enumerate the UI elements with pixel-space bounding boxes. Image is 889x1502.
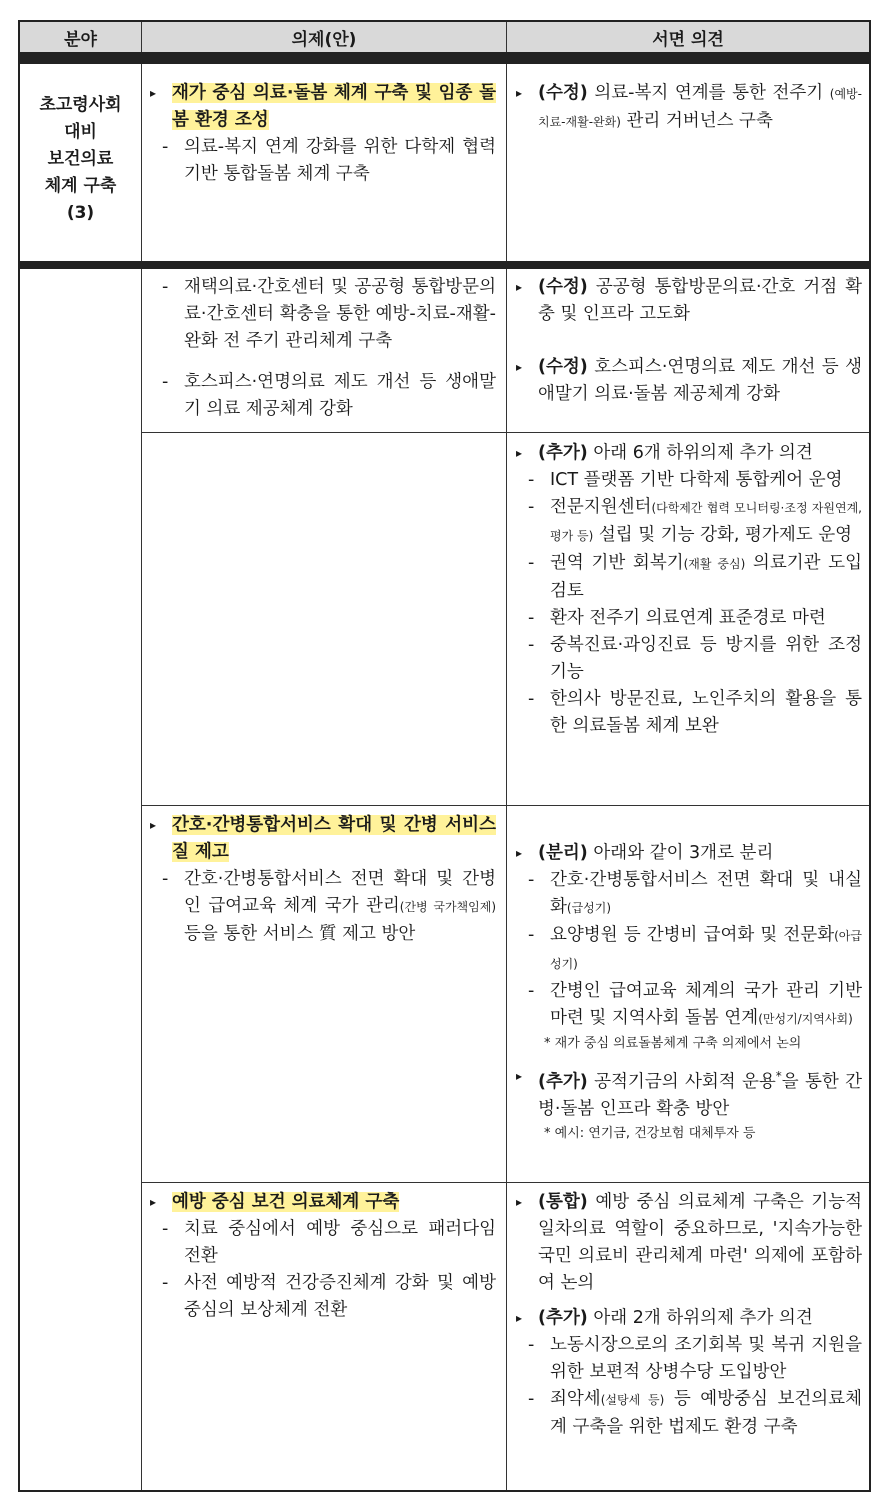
opinion-cell-4 [516,840,862,1145]
category-label [20,92,141,227]
opinion-item: ▸ (추가) 아래 2개 하위의제 추가 의견 [516,1305,862,1332]
bullet-icon: ▸ [516,846,523,860]
header-agenda [142,22,506,52]
agenda-subitem: - 간호·간병통합서비스 전면 확대 및 간병인 급여교육 체계 국가 관리(간병 국가책임제) 등을 통한 서비스 質 제고 방안 [162,869,496,944]
opinion-tag: (수정) [538,357,588,377]
opinion-item: ▸ (통합) 예방 중심 의료체계 구축은 기능적 일차의료 역할이 중요하므로, '지속가능한 국민 의료비 관리체계 마련' 의제에 포함하여 논의 [516,1189,862,1297]
opinion-cell-3 [516,440,862,740]
agenda-cell-2 [150,274,496,423]
header-separator [20,52,869,64]
opinion-tag: (수정) [538,83,588,103]
agenda-subitem: - 사전 예방적 건강증진체계 강화 및 예방 중심의 보상체계 전환 [162,1273,496,1320]
category-line: 초고령사회 [39,95,122,115]
bullet-icon: ▸ [150,86,157,100]
opinion-subitem: - 권역 기반 회복기(재활 중심) 의료기관 도입 검토 [528,553,862,601]
opinion-item: ▸ (추가) 공적기금의 사회적 운용*을 통한 간병·돌봄 인프라 확충 방안 [516,1063,862,1123]
agenda-subitem: - 의료-복지 연계 강화를 위한 다학제 협력 기반 통합돌봄 체계 구축 [162,137,496,184]
column-divider [141,22,142,1490]
opinion-subitem: - 한의사 방문진료, 노인주치의 활용을 통한 의료돌봄 체계 보완 [528,689,862,736]
bullet-icon: ▸ [516,86,523,100]
footnote: * 재가 중심 의료돌봄체계 구축 의제에서 논의 [544,1036,802,1051]
agenda-subitem: - 호스피스·연명의료 제도 개선 등 생애말기 의료 제공체계 강화 [162,372,496,419]
header-opinion-label: 서면 의견 [652,29,724,50]
opinion-item: ▸ (추가) 아래 6개 하위의제 추가 의견 [516,440,862,467]
category-line: 체계 구축 [44,176,117,196]
bullet-icon: ▸ [516,446,523,460]
agenda-title-item [150,812,496,866]
agenda-title: 간호·간병통합서비스 확대 및 간병 서비스 질 제고 [172,815,496,862]
opinion-tag: (추가) [538,443,588,463]
opinion-item: ▸ (수정) 의료-복지 연계를 통한 전주기 (예방-치료-재활-완화) 관리 거버넌스 구축 [516,80,862,136]
header-opinion [507,22,869,52]
opinion-item: ▸ (수정) 호스피스·연명의료 제도 개선 등 생애말기 의료·돌봄 제공체계 강화 [516,354,862,408]
header-agenda-label: 의제(안) [291,29,357,50]
agenda-title-item [150,1189,496,1216]
opinion-item: ▸ (수정) 공공형 통합방문의료·간호 거점 확충 및 인프라 고도화 [516,274,862,328]
opinion-tag: (수정) [538,277,588,297]
opinion-tag: (통합) [538,1192,588,1212]
opinion-cell-1 [516,80,862,136]
bullet-icon: ▸ [150,818,157,832]
opinion-subitem: - 중복진료·과잉진료 등 방지를 위한 조정 기능 [528,635,862,682]
agenda-cell-5 [150,1189,496,1324]
agenda-subitem: - 치료 중심에서 예방 중심으로 패러다임 전환 [162,1219,496,1266]
agenda-title: 예방 중심 보건 의료체계 구축 [172,1192,400,1212]
opinion-tag: (추가) [538,1071,588,1092]
opinion-subitem: - 노동시장으로의 조기회복 및 복귀 지원을 위한 보편적 상병수당 도입방안 [528,1335,862,1382]
opinion-tag: (추가) [538,1308,588,1328]
opinion-item: ▸ (분리) 아래와 같이 3개로 분리 [516,840,862,867]
agenda-title-item [150,80,496,134]
agenda-cell-1 [150,80,496,188]
category-line: 보건의료 [47,149,114,169]
footnote: * 예시: 연기금, 건강보험 대체투자 등 [544,1125,756,1141]
row-divider [141,805,869,806]
category-line: 대비 [64,122,97,142]
bullet-icon: ▸ [150,1195,157,1209]
row-divider [141,1182,869,1183]
opinion-subitem: - 환자 전주기 의료연계 표준경로 마련 [528,608,826,628]
category-line: (3) [66,203,95,223]
bullet-icon: ▸ [516,1195,523,1209]
bullet-icon: ▸ [516,1069,523,1083]
agenda-title: 재가 중심 의료·돌봄 체계 구축 및 임종 돌봄 환경 조성 [172,83,496,130]
opinion-tag: (분리) [538,843,588,863]
opinion-subitem: - 죄악세(설탕세 등) 등 예방중심 보건의료체계 구축을 위한 법제도 환경 구축 [528,1389,862,1437]
agenda-cell-4 [150,812,496,948]
opinion-subitem: - 간병인 급여교육 체계의 국가 관리 기반 마련 및 지역사회 돌봄 연계(만성기/지역사회) [528,981,862,1028]
bullet-icon: ▸ [516,360,523,374]
opinion-subitem: - 간호·간병통합서비스 전면 확대 및 내실화(급성기) [528,870,862,917]
agenda-subitem: - 재택의료·간호센터 및 공공형 통합방문의료·간호센터 확충을 통한 예방-치료-재활-완화 전 주기 관리체계 구축 [162,277,496,351]
opinion-subitem: - ICT 플랫폼 기반 다학제 통합케어 운영 [528,470,843,490]
bullet-icon: ▸ [516,280,523,294]
column-divider [506,22,507,1490]
opinion-subitem: - 요양병원 등 간병비 급여화 및 전문화(아급성기) [528,925,862,971]
row-divider [141,432,869,433]
section-separator [20,261,869,269]
bullet-icon: ▸ [516,1311,523,1325]
opinion-cell-2 [516,274,862,408]
header-field [20,22,141,52]
opinion-subitem: - 전문지원센터(다학제간 협력 모니터링·조정 자원연계, 평가 등) 설립 및 기능 강화, 평가제도 운영 [528,497,862,545]
header-field-label: 분야 [64,29,97,50]
agenda-table [18,20,871,1492]
opinion-cell-5 [516,1189,862,1441]
